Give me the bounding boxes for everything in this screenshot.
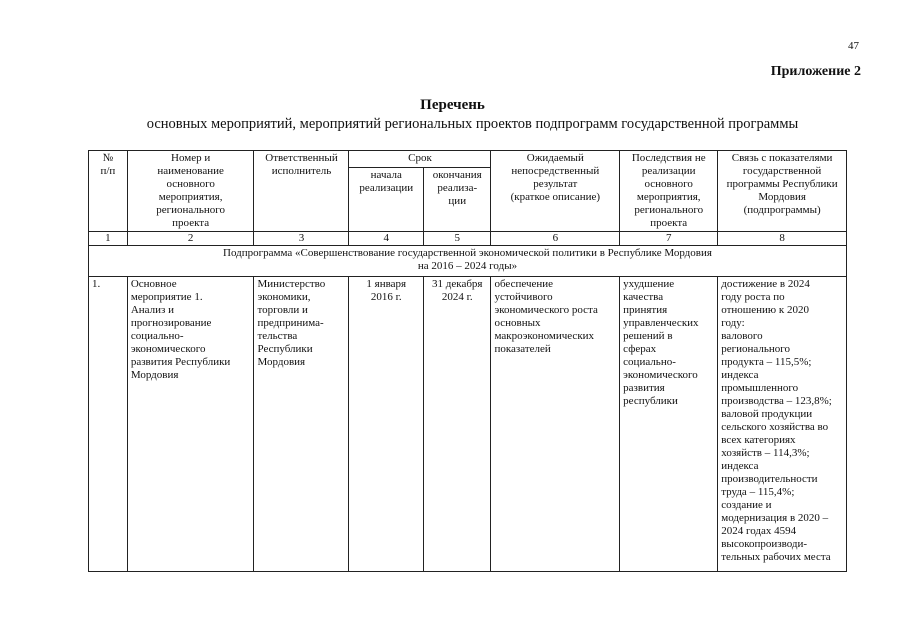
row-end: 31 декабря 2024 г. <box>424 277 491 572</box>
header-end: окончания реализа- ции <box>424 167 491 231</box>
row-consequence: ухудшение качества принятия управленческих решений в сферах социально- экономического развития республики <box>620 277 718 572</box>
header-link: Связь с показателями государственной программы Республики Мордовия (подпрограммы) <box>718 151 847 232</box>
header-num: № п/п <box>89 151 128 232</box>
column-number: 7 <box>620 232 718 246</box>
row-result: обеспечение устойчивого экономического роста основных макроэкономических показателей <box>491 277 620 572</box>
column-numbers-row <box>89 232 847 246</box>
row-num: 1. <box>89 277 128 572</box>
column-number: 4 <box>349 232 424 246</box>
subprogram-title: Подпрограмма «Совершенствование государственной экономической политики в Республике Мордовия на 2016 – 2024 годы» <box>89 246 847 277</box>
row-name: Основное мероприятие 1. Анализ и прогнозирование социально- экономического развития Республики Мордовия <box>127 277 254 572</box>
header-name: Номер и наименование основного мероприятия, регионального проекта <box>127 151 254 232</box>
table-header-row <box>89 151 847 168</box>
measures-table <box>88 150 847 572</box>
column-number: 5 <box>424 232 491 246</box>
document-subtitle: основных мероприятий, мероприятий региональных проектов подпрограмм государственной программы <box>146 116 799 132</box>
header-executor: Ответственный исполнитель <box>254 151 349 232</box>
header-term: Срок <box>349 151 491 168</box>
subprogram-row <box>89 246 847 277</box>
document-title: Перечень <box>420 97 485 113</box>
column-number: 3 <box>254 232 349 246</box>
column-number: 2 <box>127 232 254 246</box>
appendix-label: Приложение 2 <box>770 64 861 79</box>
row-link: достижение в 2024 году роста по отношению к 2020 году: валового регионального продукта – 115,5%; индекса промышленного производства – 123,8%; валовой продукции сельского хозяйства во всех категориях хозяйств – 114,3%; индекса производительности труда – 115,4%; создание и модернизация в 2020 – 2024 годах 4594 высокопроизводи- тельных рабочих места <box>718 277 847 572</box>
header-consequence: Последствия не реализации основного мероприятия, регионального проекта <box>620 151 718 232</box>
header-start: начала реализации <box>349 167 424 231</box>
table-row <box>89 277 847 572</box>
row-start: 1 января 2016 г. <box>349 277 424 572</box>
column-number: 6 <box>491 232 620 246</box>
header-result: Ожидаемый непосредственный результат (краткое описание) <box>491 151 620 232</box>
page-number: 47 <box>848 40 859 52</box>
row-executor: Министерство экономики, торговли и предпринима- тельства Республики Мордовия <box>254 277 349 572</box>
column-number: 8 <box>718 232 847 246</box>
column-number: 1 <box>89 232 128 246</box>
